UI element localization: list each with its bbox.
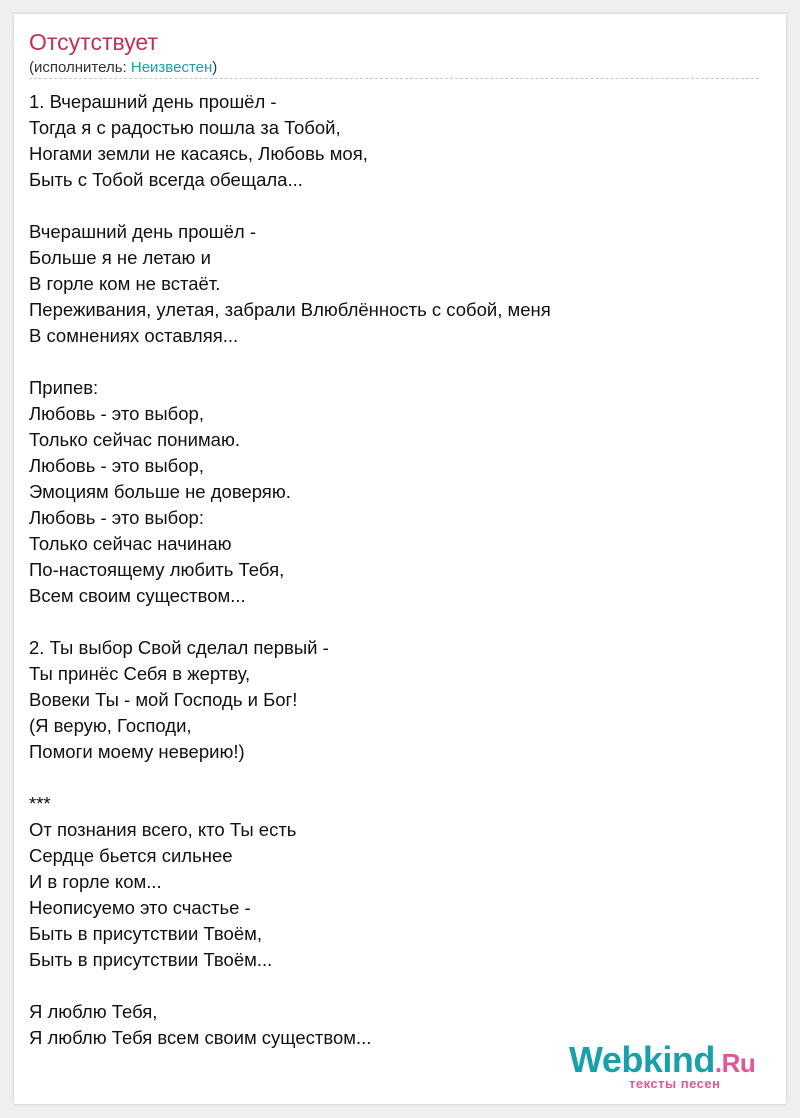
- lyric-line: Вовеки Ты - мой Господь и Бог!: [29, 689, 298, 710]
- performer-prefix: (исполнитель:: [29, 59, 131, 76]
- lyric-line: От познания всего, кто Ты есть: [29, 819, 297, 840]
- lyric-line: И в горле ком...: [29, 871, 162, 892]
- lyric-line: Только сейчас понимаю.: [29, 429, 240, 450]
- performer-line: [29, 58, 217, 78]
- lyric-line: Переживания, улетая, забрали Влюблённость с собой, меня: [29, 299, 551, 320]
- lyric-line: Быть с Тобой всегда обещала...: [29, 169, 303, 190]
- logo-tagline: тексты песен: [629, 1076, 721, 1091]
- lyric-line: Всем своим существом...: [29, 585, 246, 606]
- lyric-line: В сомнениях оставляя...: [29, 325, 239, 346]
- performer-suffix: ): [212, 59, 218, 76]
- lyric-line: Неописуемо это счастье -: [29, 897, 251, 918]
- webkind-logo: [569, 1040, 769, 1090]
- lyric-line: По-настоящему любить Тебя,: [29, 559, 285, 580]
- lyrics-body: [29, 89, 551, 1051]
- lyric-line: (Я верую, Господи,: [29, 715, 192, 736]
- blank-line: [29, 765, 551, 791]
- lyric-line: Ты принёс Себя в жертву,: [29, 663, 251, 684]
- lyric-line: В горле ком не встаёт.: [29, 273, 221, 294]
- lyric-line: Эмоциям больше не доверяю.: [29, 481, 291, 502]
- logo-tld: .Ru: [714, 1048, 756, 1078]
- lyric-line: Сердце бьется сильнее: [29, 845, 233, 866]
- lyric-line: Вчерашний день прошёл -: [29, 221, 256, 242]
- lyric-line: Ногами земли не касаясь, Любовь моя,: [29, 143, 368, 164]
- lyric-line: Быть в присутствии Твоём...: [29, 949, 273, 970]
- lyric-line: Я люблю Тебя всем своим существом...: [29, 1027, 372, 1048]
- lyric-line: Только сейчас начинаю: [29, 533, 232, 554]
- lyric-line: Припев:: [29, 377, 99, 398]
- blank-line: [29, 349, 551, 375]
- song-title: Отсутствует: [29, 29, 158, 55]
- lyric-line: ***: [29, 793, 51, 814]
- blank-line: [29, 193, 551, 219]
- blank-line: [29, 609, 551, 635]
- lyric-line: Тогда я с радостью пошла за Тобой,: [29, 117, 341, 138]
- lyric-line: Больше я не летаю и: [29, 247, 211, 268]
- lyric-line: Быть в присутствии Твоём,: [29, 923, 262, 944]
- logo-brand: Webkind: [569, 1039, 715, 1080]
- lyric-line: Я люблю Тебя,: [29, 1001, 158, 1022]
- lyric-line: Любовь - это выбор,: [29, 455, 204, 476]
- performer-name: Неизвестен: [130, 59, 213, 76]
- lyric-line: Помоги моему неверию!): [29, 741, 245, 762]
- lyric-line: 2. Ты выбор Свой сделал первый -: [29, 637, 329, 658]
- lyric-line: Любовь - это выбор,: [29, 403, 204, 424]
- lyric-line: Любовь - это выбор:: [29, 507, 204, 528]
- lyric-line: 1. Вчерашний день прошёл -: [29, 91, 277, 112]
- header-divider: [29, 78, 759, 79]
- blank-line: [29, 973, 551, 999]
